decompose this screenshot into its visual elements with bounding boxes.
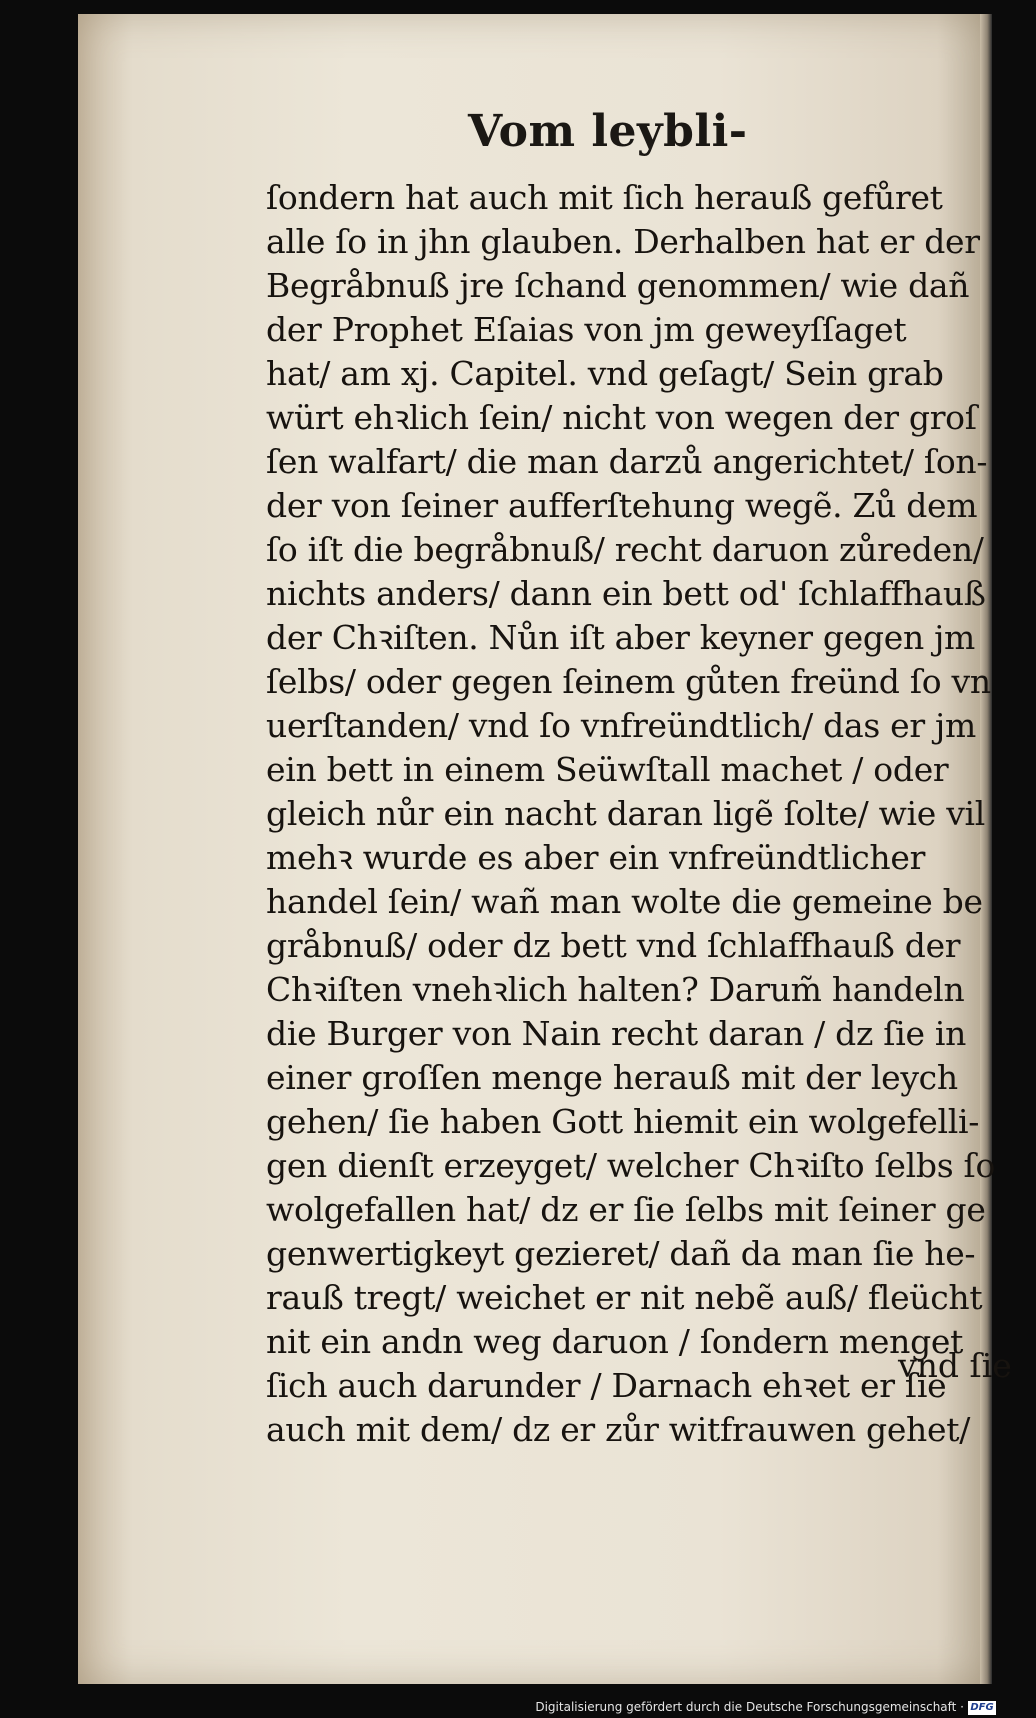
text-line: rauß tregt/ weichet er nit nebẽ auß/ fleücht (266, 1278, 983, 1317)
text-line: gråbnuß/ oder dz bett vnd ſchlaffhauß der (266, 926, 961, 965)
book-page (78, 14, 1012, 1684)
digitization-credit: Digitalisierung gefördert durch die Deutsche Forschungsgemeinschaft · (535, 1700, 964, 1714)
text-line: hat/ am xj. Capitel. vnd geſagt/ Sein grab (266, 354, 944, 393)
text-line: ſo iſt die begråbnuß/ recht daruon zůreden/ (266, 530, 984, 569)
text-line: ein bett in einem Seüwſtall machet / oder (266, 750, 949, 789)
text-line: ſondern hat auch mit ſich herauß gefůret (266, 178, 943, 217)
text-line: Begråbnuß jre ſchand genommen/ wie dañ (266, 266, 970, 305)
text-line: uerſtanden/ vnd ſo vnfreündtlich/ das er jm (266, 706, 976, 745)
text-line: der von ſeiner aufferſtehung wegẽ. Zů dem (266, 486, 978, 525)
text-line: würt ehꝛlich ſein/ nicht von wegen der groſ (266, 398, 977, 437)
text-line: ſich auch darunder / Darnach ehꝛet er ſie (266, 1366, 947, 1405)
text-line: nichts anders/ dann ein bett od' ſchlaffhauß (266, 574, 986, 613)
text-line: auch mit dem/ dz er zůr witfrauwen gehet/ (266, 1410, 971, 1449)
text-line: der Chꝛiſten. Nůn iſt aber keyner gegen jm (266, 618, 976, 657)
catchword: vnd ſie (898, 1346, 1012, 1385)
text-line: die Burger von Nain recht daran / dz ſie in (266, 1014, 967, 1053)
text-line: handel ſein/ wañ man wolte die gemeine be (266, 882, 983, 921)
text-line: nit ein andn weg daruon / ſondern menget (266, 1322, 964, 1361)
text-line: der Prophet Eſaias von jm geweyſſaget (266, 310, 907, 349)
text-block (266, 176, 1036, 1452)
text-line: ſelbs/ oder gegen ſeinem gůten freünd ſo vn (266, 662, 991, 701)
text-line: ſen walfart/ die man darzů angerichtet/ ſon- (266, 442, 988, 481)
text-line: einer groſſen menge herauß mit der leych (266, 1058, 958, 1097)
text-line: alle ſo in jhn glauben. Derhalben hat er der (266, 222, 980, 261)
text-line: gen dienſt erzeyget/ welcher Chꝛiſto ſelbs ſo (266, 1146, 996, 1185)
text-line: genwertigkeyt gezieret/ dañ da man ſie he- (266, 1234, 976, 1273)
text-line: gehen/ ſie haben Gott hiemit ein wolgefelli- (266, 1102, 980, 1141)
text-line: Chꝛiſten vnehꝛlich halten? Darum̃ handeln (266, 970, 965, 1009)
text-line: wolgefallen hat/ dz er ſie ſelbs mit ſeiner ge (266, 1190, 986, 1229)
text-line: gleich nůr ein nacht daran ligẽ ſolte/ wie vil (266, 794, 986, 833)
dfg-logo: DFG (968, 1701, 996, 1715)
text-line: mehꝛ wurde es aber ein vnfreündtlicher (266, 838, 926, 877)
running-head: Vom leybli- (468, 106, 748, 157)
